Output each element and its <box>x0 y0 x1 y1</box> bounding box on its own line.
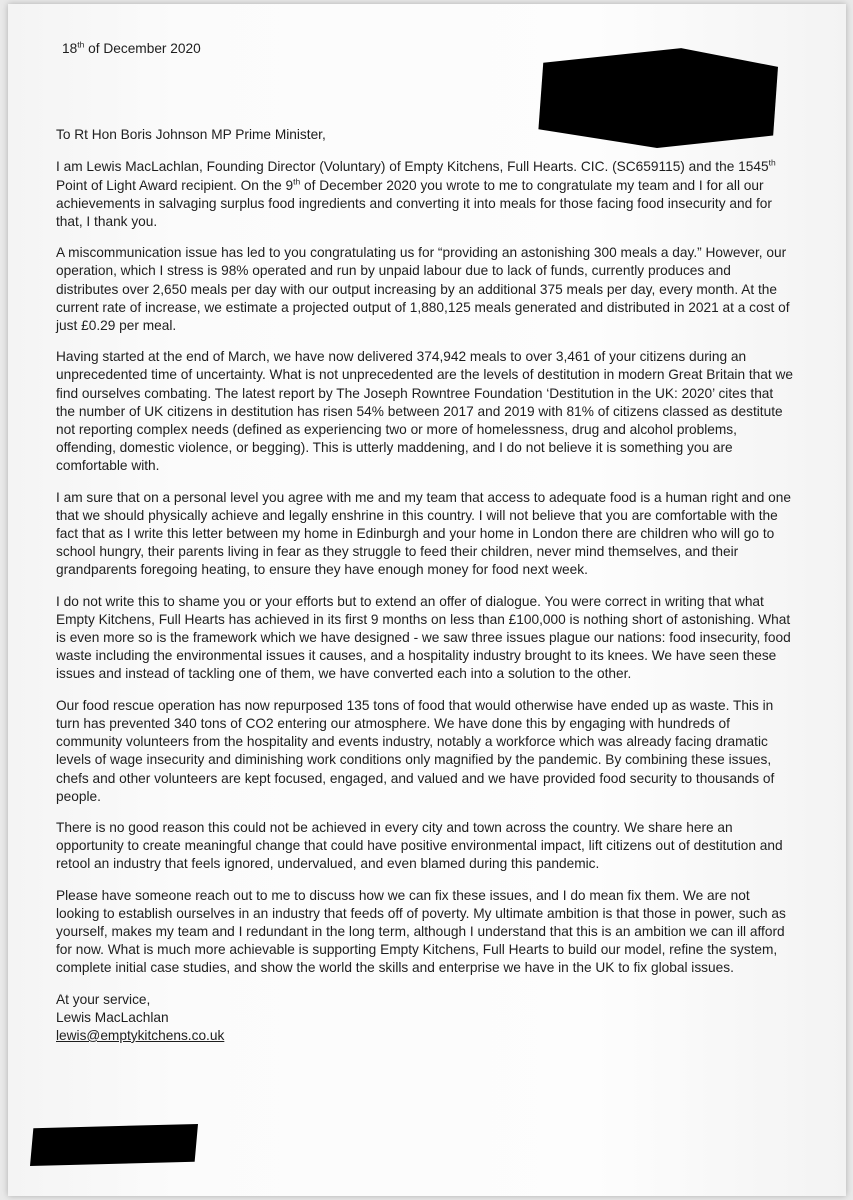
letter-date <box>62 40 796 58</box>
redaction-block-footer <box>30 1124 198 1166</box>
salutation: To Rt Hon Boris Johnson MP Prime Minister, <box>56 127 326 143</box>
email-link[interactable]: lewis@emptykitchens.co.uk <box>56 1027 225 1043</box>
paragraph-4: I am sure that on a personal level you agree with me and my team that access to adequate food is a human right and one that we should physically achieve and legally enshrine in this country. I will not believe that you are comfortable with the fact that as I write this letter between my home in Edinburgh and your home in London there are children who will go to school hungry, their parents living in fear as they struggle to feed their children, never mind themselves, and their grandparents foregoing heating, to ensure they have enough money for food next week. <box>56 489 792 578</box>
closing: At your service, <box>56 991 151 1007</box>
date-suffix: th <box>77 39 85 50</box>
letter-body <box>56 40 796 1045</box>
signer-name: Lewis MacLachlan <box>56 1009 169 1025</box>
paragraph-8: Please have someone reach out to me to discuss how we can fix these issues, and I do mean fix them. We are not looking to establish ourselves in an industry that feeds off of poverty. My ultimate ambition is that those in power, such as yourself, makes my team and I redundant in the long term, although I understand that this is an ambition we can ill afford for now. What is much more achievable is supporting Empty Kitchens, Full Hearts to build our model, refine the system, complete initial case studies, and show the world the skills and enterprise we have in the UK to fix global issues. <box>56 887 786 976</box>
paragraph-6: Our food rescue operation has now repurposed 135 tons of food that would otherwise have ended up as waste. This in turn has prevented 340 tons of CO2 entering our atmosphere. We have done this by engaging with hundreds of community volunteers from the hospitality and events industry, notably a workforce which was already facing dramatic levels of wage insecurity and diminishing work conditions only magnified by the pandemic. By combining these issues, chefs and other volunteers are kept focused, engaged, and valued and we have provided food security to thousands of people. <box>56 697 775 804</box>
paragraph-7: There is no good reason this could not be achieved in every city and town across the country. We share here an opportunity to create meaningful change that could have positive environmental impact, lift citizens out of destitution and retool an industry that feels ignored, undervalued, and even blamed during this pandemic. <box>56 819 783 872</box>
paragraph-5: I do not write this to shame you or your efforts but to extend an offer of dialogue. You were correct in writing that what Empty Kitchens, Full Hearts has achieved in its first 9 months on less than £100,000 is nothing short of astonishing. What is even more so is the framework which we have designed - we saw three issues plague our nations: food insecurity, food waste including the environmental issues it causes, and a hospitality industry brought to its knees. We have seen these issues and instead of tackling one of them, we have converted each into a solution to the other. <box>56 593 791 682</box>
paragraph-3: Having started at the end of March, we have now delivered 374,942 meals to over 3,461 of your citizens during an unprecedented time of uncertainty. What is not unprecedented are the levels of destitution in modern Great Britain that we find ourselves combating. The latest report by The Joseph Rowntree Foundation ‘Destitution in the UK: 2020’ cites that the number of UK citizens in destitution has risen 54% between 2017 and 2019 with 81% of citizens classed as destitute not reporting complex needs (defined as experiencing two or more of homelessness, drug and alcohol problems, offending, domestic violence, or begging). This is utterly maddening, and I do not believe it is something you are comfortable with. <box>56 349 794 474</box>
date-day: 18 <box>62 41 78 56</box>
paragraph-1: I am Lewis MacLachlan, Founding Director (Voluntary) of Empty Kitchens, Full Hearts. CIC. (SC659115) and the 1545th Point of Light Award recipient. On the 9th of December 2020 you wrote to me to congratulate my team and I for all our achievements in salvaging surplus food ingredients and converting it into meals for those facing food insecurity and for that, I thank you. <box>56 157 776 230</box>
letter-page <box>8 4 846 1196</box>
date-rest: of December 2020 <box>84 41 201 56</box>
paragraph-2: A miscommunication issue has led to you congratulating us for “providing an astonishing 300 meals a day.” However, our operation, which I stress is 98% operated and run by unpaid labour due to lack of funds, currently produces and distributes over 2,650 meals per day with our output increasing by an additional 375 meals per day, every month. At the current rate of increase, we estimate a projected output of 1,880,125 meals generated and distributed in 2021 at a cost of just £0.29 per meal. <box>56 245 790 334</box>
